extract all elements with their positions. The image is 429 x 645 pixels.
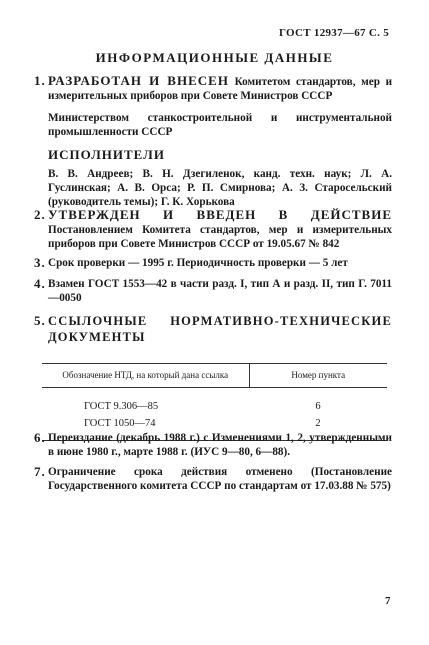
column-header-reference: Обозначение НТД, на который дана ссылка <box>42 364 249 388</box>
item-number: 5. <box>34 313 46 328</box>
cell-point: 6 <box>315 401 321 412</box>
item-reference-docs <box>34 313 392 345</box>
item-number: 4. <box>34 276 46 291</box>
item-lead: УТВЕРЖДЕН И ВВЕДЕН В ДЕЙСТВИЕ <box>48 207 392 222</box>
item-number: 7. <box>34 464 46 479</box>
column-header-point: Номер пункта <box>249 364 387 388</box>
item-approved <box>34 208 392 251</box>
ministry-paragraph <box>34 111 392 139</box>
item-text <box>48 74 392 103</box>
item-text: ССЫЛОЧНЫЕ НОРМАТИВНО-ТЕХНИЧЕСКИЕ ДОКУМЕНТЫ <box>48 314 392 344</box>
cell-reference: ГОСТ 9.306—85 <box>84 401 159 412</box>
item-body: Комитетом стандартов, мер и измерительных приборов при Совете Министров СССР <box>48 76 393 102</box>
item-text: Взамен ГОСТ 1553—42 в части разд. I, тип А и разд. II, тип Г. 7011—0050 <box>48 278 392 304</box>
table-row <box>42 388 387 416</box>
item-body: Постановлением Комитета стандартов, мер и измерительных приборов при Совете Министров СССР от 19.05.67 № 842 <box>48 224 392 250</box>
item-lead: РАЗРАБОТАН И ВНЕСЕН <box>48 73 229 88</box>
item-number: 1. <box>34 73 46 88</box>
item-number: 2. <box>34 207 46 222</box>
ministry-text: Министерством станкостроительной и инструментальной промышленности СССР <box>48 112 392 138</box>
item-text: Срок проверки — 1995 г. Периодичность проверки — 5 лет <box>48 257 348 269</box>
item-number: 6. <box>34 430 46 445</box>
item-replaces <box>34 277 392 305</box>
item-text: Ограничение срока действия отменено (Постановление Государственного комитета СССР по стандартам от 17.03.88 № 575) <box>48 466 392 492</box>
executors-list <box>34 167 392 209</box>
item-number: 3. <box>34 255 46 270</box>
item-validity-limit <box>34 465 392 493</box>
table-header-row <box>42 364 387 388</box>
cell-reference: ГОСТ 1050—74 <box>42 415 249 441</box>
item-text: Переиздание (декабрь 1988 г.) с Изменениями 1, 2, утвержденными в июне 1980 г., марте 1988 г. (ИУС 9—80, 6—88). <box>48 432 392 458</box>
item-review-period <box>34 256 392 270</box>
item-reissue <box>34 431 392 459</box>
item-text <box>48 208 392 251</box>
reference-table <box>42 363 387 441</box>
executors-text: В. В. Андреев; В. Н. Дзегиленок, канд. техн. наук; Л. А. Гуслинская; А. В. Орса; Р. П. Смирнова; А. З. Старосельский (руководитель темы); Г. К. Хорькова <box>48 168 392 208</box>
executors-heading-text: ИСПОЛНИТЕЛИ <box>48 147 165 162</box>
document-reference: ГОСТ 12937—67 С. 5 <box>278 27 389 39</box>
item-developed-by <box>34 74 392 103</box>
cell-point: 2 <box>249 415 387 441</box>
page-number: 7 <box>385 595 391 607</box>
executors-heading <box>34 148 392 162</box>
page-title: ИНФОРМАЦИОННЫЕ ДАННЫЕ <box>95 50 334 65</box>
